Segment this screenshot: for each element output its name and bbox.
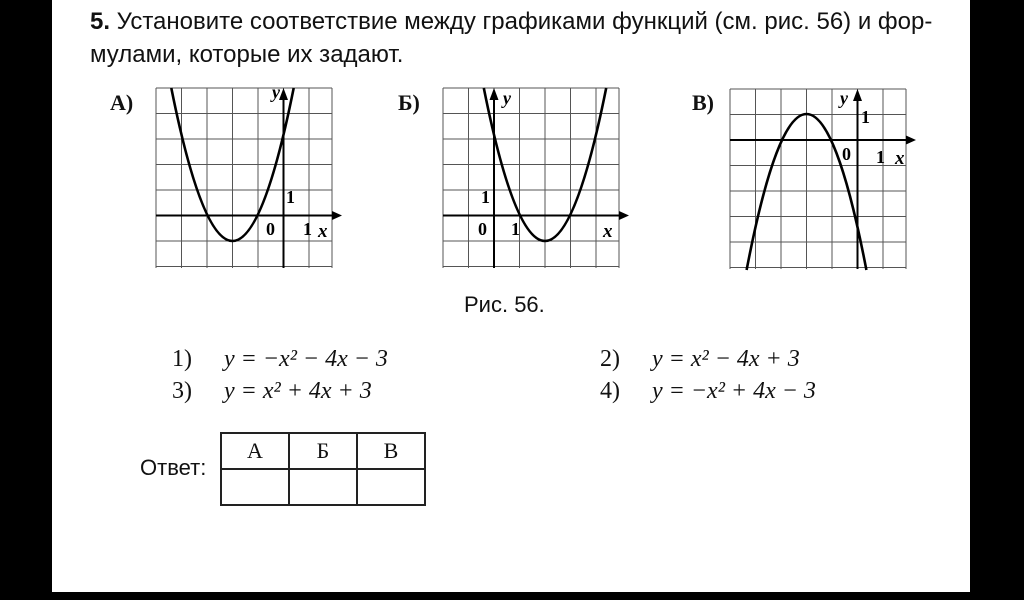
graph-a-y-label: y bbox=[272, 82, 280, 102]
graph-c-y-unit: 1 bbox=[861, 107, 870, 127]
formula-1-text: y = −x² − 4x − 3 bbox=[224, 346, 388, 372]
graph-b-x-label: x bbox=[603, 221, 613, 242]
graph-a-grid bbox=[156, 88, 332, 268]
graph-b-zero: 0 bbox=[478, 219, 487, 239]
figure-caption: Рис. 56. bbox=[464, 292, 545, 317]
formula-2-number: 2) bbox=[600, 346, 620, 372]
answer-header-row bbox=[221, 433, 425, 469]
graph-c-label: В) bbox=[692, 90, 714, 115]
formula-1-number: 1) bbox=[172, 346, 192, 372]
task-number: 5. bbox=[90, 8, 111, 35]
answer-cell-c[interactable] bbox=[357, 469, 425, 505]
graph-a-y-arrow bbox=[279, 88, 288, 100]
graph-c-x-arrow bbox=[906, 136, 916, 145]
graph-b-y-label: y bbox=[503, 88, 511, 108]
graph-b bbox=[443, 88, 623, 273]
graph-a-label: А) bbox=[110, 90, 134, 115]
formula-3-text: y = x² + 4x + 3 bbox=[224, 378, 372, 404]
graph-b-grid bbox=[443, 88, 619, 268]
graph-b-label: Б) bbox=[398, 90, 420, 115]
answer-input-row bbox=[221, 469, 425, 505]
formula-2 bbox=[600, 346, 800, 373]
graph-a bbox=[156, 82, 336, 273]
answer-table bbox=[220, 432, 426, 506]
graph-b-y-unit: 1 bbox=[481, 187, 490, 207]
answer-label: Ответ: bbox=[140, 455, 207, 480]
graph-a-x-label: x bbox=[318, 221, 328, 242]
answer-header-c: В bbox=[357, 433, 425, 469]
graph-c-grid bbox=[730, 89, 906, 269]
graph-c bbox=[730, 89, 910, 274]
answer-cell-a[interactable] bbox=[221, 469, 289, 505]
task-text: Установите соответствие между графиками функций (см. рис. 56) и фор-мулами, которые их задают. bbox=[90, 8, 933, 68]
graph-a-y-unit: 1 bbox=[286, 187, 295, 207]
formula-4-text: y = −x² + 4x − 3 bbox=[652, 378, 816, 404]
answer-header-b: Б bbox=[289, 433, 357, 469]
formula-2-text: y = x² − 4x + 3 bbox=[652, 346, 800, 372]
answer-header-a: А bbox=[221, 433, 289, 469]
formula-3 bbox=[172, 378, 372, 405]
formula-4-number: 4) bbox=[600, 378, 620, 404]
graph-a-x-arrow bbox=[332, 211, 342, 220]
graph-c-zero: 0 bbox=[842, 144, 851, 164]
graph-c-x-unit: 1 bbox=[876, 147, 885, 167]
task-statement bbox=[90, 5, 960, 71]
graph-c-y-label: y bbox=[840, 88, 848, 108]
graph-b-x-unit: 1 bbox=[511, 219, 520, 239]
graph-b-x-arrow bbox=[619, 211, 629, 220]
formula-4 bbox=[600, 378, 816, 405]
formula-1 bbox=[172, 346, 388, 373]
graph-c-x-label: x bbox=[895, 148, 905, 169]
graph-b-y-arrow bbox=[490, 88, 499, 100]
graph-a-x-unit: 1 bbox=[303, 219, 312, 239]
graph-a-zero: 0 bbox=[266, 219, 275, 239]
formula-3-number: 3) bbox=[172, 378, 192, 404]
worksheet-page bbox=[52, 0, 970, 592]
graph-c-y-arrow bbox=[853, 89, 862, 101]
answer-cell-b[interactable] bbox=[289, 469, 357, 505]
